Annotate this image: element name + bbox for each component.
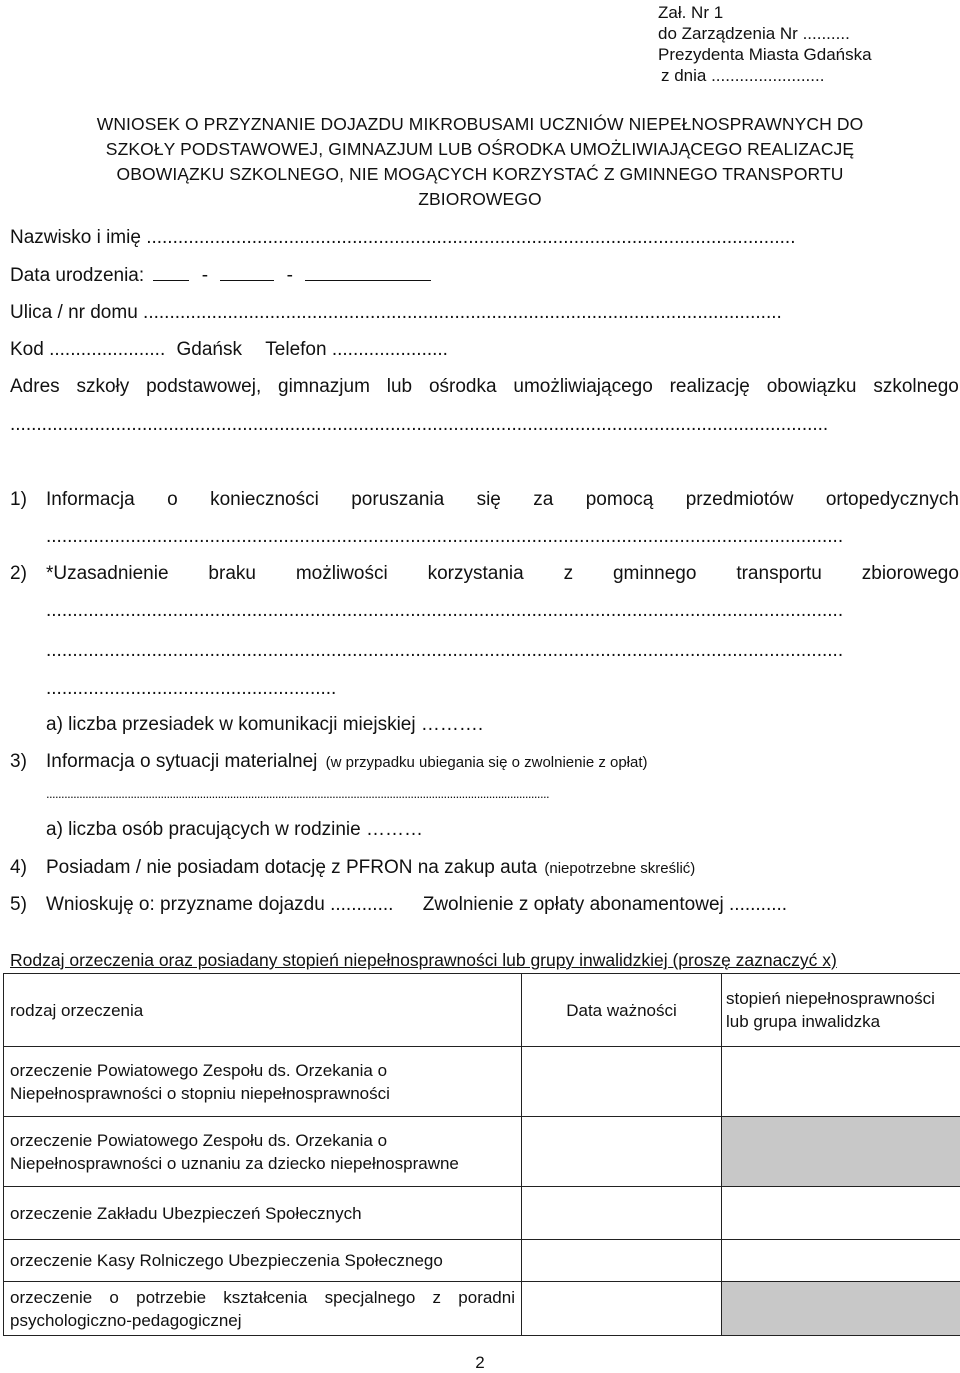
item-5-number: 5)	[10, 894, 27, 916]
birth-day-blank[interactable]	[153, 266, 189, 281]
title-line-3: OBOWIĄZKU SZKOLNEGO, NIE MOGĄCYCH KORZYSTAĆ Z GMINNEGO TRANSPORTU	[0, 162, 960, 187]
page-number: 2	[0, 1353, 960, 1373]
label-word: umożliwiającego	[513, 376, 652, 398]
label-word: ośrodka	[429, 376, 497, 398]
row-degree-cell-disabled	[722, 1282, 960, 1336]
row-type-cell: orzeczenie Kasy Rolniczego Ubezpieczenia Społecznego	[4, 1240, 522, 1282]
row-degree-cell[interactable]	[722, 1187, 960, 1240]
label-word: szkoły	[76, 376, 129, 398]
item-2-dots-1[interactable]: .......................................................................................................................................................	[46, 600, 843, 622]
attachment-number: Zał. Nr 1	[658, 2, 872, 23]
item-1-label	[46, 489, 959, 511]
row-degree-cell-disabled	[722, 1117, 960, 1187]
document-title	[0, 112, 960, 212]
table-row	[4, 1240, 960, 1282]
item-3-text: Informacja o sytuacji materialnej	[46, 751, 317, 772]
ordinance-reference: do Zarządzenia Nr ..........	[658, 23, 872, 44]
issuer-name: Prezydenta Miasta Gdańska	[658, 44, 872, 65]
row-type-cell: orzeczenie Powiatowego Zespołu ds. Orzekania o Niepełnosprawności o stopniu niepełnosprawności	[4, 1047, 522, 1117]
row-type-cell: orzeczenie Powiatowego Zespołu ds. Orzekania o Niepełnosprawności o uznaniu za dziecko niepełnosprawne	[4, 1117, 522, 1187]
item-2-label	[46, 563, 959, 585]
label-word: się	[477, 489, 501, 511]
column-header-type: rodzaj orzeczenia	[4, 974, 522, 1047]
label-word: za	[533, 489, 553, 511]
label-word: transportu	[736, 563, 822, 585]
item-3-number: 3)	[10, 751, 27, 773]
title-line-4: ZBIOROWEGO	[0, 187, 960, 212]
label-word: przedmiotów	[686, 489, 794, 511]
item-2-dots-2[interactable]: .......................................................................................................................................................	[46, 640, 843, 662]
item-4-note: (niepotrzebne skreślić)	[544, 860, 695, 877]
label-word: szkolnego	[873, 376, 959, 398]
item-2a-transfers[interactable]: a) liczba przesiadek w komunikacji miejskiej ……….	[46, 714, 483, 736]
label-word: pomocą	[586, 489, 654, 511]
column-header-degree: stopień niepełnosprawności lub grupa inwalidzka	[722, 974, 960, 1047]
row-degree-cell[interactable]	[722, 1240, 960, 1282]
label-word: ortopedycznych	[826, 489, 959, 511]
item-1-number: 1)	[10, 489, 27, 511]
title-line-2: SZKOŁY PODSTAWOWEJ, GIMNAZJUM LUB OŚRODKA UMOŻLIWIAJĄCEGO REALIZACJĘ	[0, 137, 960, 162]
street-field[interactable]: Ulica / nr domu .........................................................................................................................	[10, 302, 782, 324]
column-header-date: Data ważności	[522, 974, 722, 1047]
item-3a-working-persons[interactable]: a) liczba osób pracujących w rodzinie ………	[46, 819, 423, 841]
item-4-text: Posiadam / nie posiadam dotację z PFRON na zakup auta	[46, 857, 537, 878]
birth-year-blank[interactable]	[305, 266, 431, 281]
row-degree-cell[interactable]	[722, 1047, 960, 1117]
birth-date-field[interactable]	[10, 265, 431, 287]
item-3-label	[46, 751, 648, 773]
birth-separator-2: -	[287, 265, 293, 286]
label-word: braku	[208, 563, 256, 585]
address-line	[10, 339, 448, 361]
item-5-fee-option[interactable]: Zwolnienie z opłaty abonamentowej ...........	[423, 894, 787, 915]
row-type-cell: orzeczenie Zakładu Ubezpieczeń Społecznych	[4, 1187, 522, 1240]
label-word: o	[167, 489, 178, 511]
label-word: gminnego	[613, 563, 696, 585]
item-2-number: 2)	[10, 563, 27, 585]
postcode-field[interactable]: Kod ......................	[10, 339, 165, 360]
birth-month-blank[interactable]	[220, 266, 274, 281]
row-date-cell[interactable]	[522, 1240, 722, 1282]
label-word: konieczności	[210, 489, 319, 511]
item-2-dots-3[interactable]: .......................................................	[46, 678, 336, 700]
phone-field[interactable]: Telefon ......................	[265, 339, 448, 360]
school-address-dots[interactable]: ...........................................................................................................................................................	[10, 414, 828, 436]
label-word: Informacja	[46, 489, 135, 511]
item-5-label[interactable]	[46, 894, 787, 916]
table-row	[4, 1187, 960, 1240]
name-field[interactable]: Nazwisko i imię ...........................................................................................................................	[10, 227, 796, 249]
item-4-number: 4)	[10, 857, 27, 879]
label-word: obowiązku	[767, 376, 857, 398]
item-1-dots[interactable]: .......................................................................................................................................................	[46, 526, 843, 548]
label-word: korzystania	[428, 563, 524, 585]
item-3-dots[interactable]: .......................................................................................................................................................................	[46, 786, 549, 801]
item-4-label[interactable]	[46, 857, 695, 879]
label-word: podstawowej,	[146, 376, 261, 398]
row-date-cell[interactable]	[522, 1117, 722, 1187]
label-word: możliwości	[296, 563, 388, 585]
label-word: z	[564, 563, 574, 585]
label-word: lub	[387, 376, 412, 398]
table-row	[4, 1117, 960, 1187]
item-5-transport-option[interactable]: Wnioskuję o: przyzname dojazdu ............	[46, 894, 393, 915]
label-word: Adres	[10, 376, 60, 398]
table-row	[4, 1047, 960, 1117]
label-word: *Uzasadnienie	[46, 563, 169, 585]
row-date-cell[interactable]	[522, 1187, 722, 1240]
label-word: poruszania	[351, 489, 444, 511]
row-type-cell: orzeczenie o potrzebie kształcenia specjalnego z poradni psychologiczno-pedagogicznej	[4, 1282, 522, 1336]
certificate-section-heading: Rodzaj orzeczenia oraz posiadany stopień niepełnosprawności lub grupy inwalidzkiej (proszę zaznaczyć x)	[10, 950, 837, 971]
item-3-note: (w przypadku ubiegania się o zwolnienie z opłat)	[326, 754, 648, 771]
birth-date-label: Data urodzenia:	[10, 265, 144, 286]
label-word: zbiorowego	[862, 563, 959, 585]
table-header-row	[4, 974, 960, 1047]
school-address-label	[10, 376, 959, 398]
attachment-note	[658, 2, 872, 86]
title-line-1: WNIOSEK O PRZYZNANIE DOJAZDU MIKROBUSAMI UCZNIÓW NIEPEŁNOSPRAWNYCH DO	[0, 112, 960, 137]
certificate-table	[3, 973, 960, 1336]
label-word: gimnazjum	[278, 376, 370, 398]
table-row	[4, 1282, 960, 1336]
row-date-cell[interactable]	[522, 1047, 722, 1117]
city-label: Gdańsk	[177, 339, 242, 360]
row-date-cell[interactable]	[522, 1282, 722, 1336]
label-word: realizację	[670, 376, 750, 398]
birth-separator-1: -	[202, 265, 208, 286]
ordinance-date: z dnia ........................	[658, 65, 872, 86]
